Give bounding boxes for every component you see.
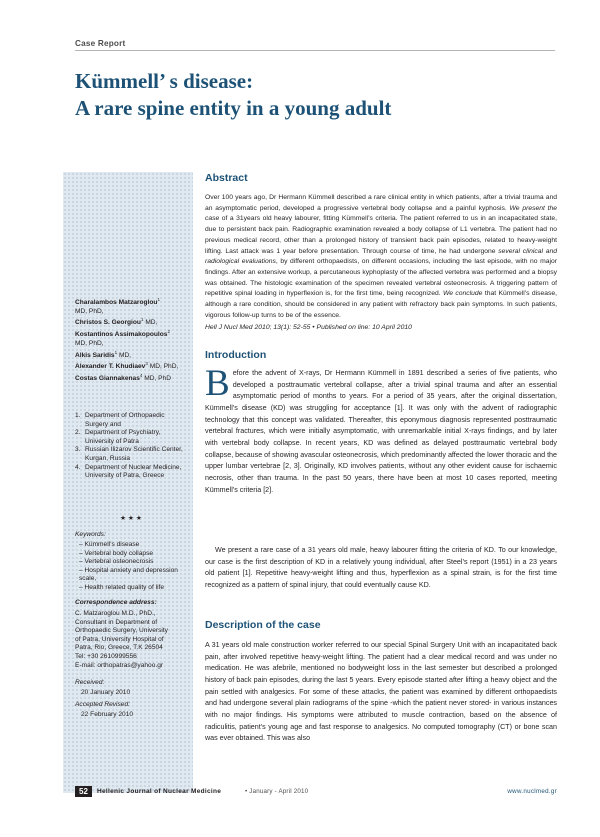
abstract-emphasis: several clinical and radiological evaluations (205, 247, 558, 266)
author-degree: MD, PhD, (75, 307, 104, 315)
sidebar-panel (63, 172, 193, 793)
drop-cap: B (205, 363, 230, 404)
abstract-text (205, 193, 557, 321)
author (75, 328, 189, 348)
article-title (75, 68, 555, 122)
introduction-paragraph-2: We present a rare case of a 31 years old male, heavy labourer fitting the criteria of KD. To our knowledge, our case is the first description of KD in a relatively young individual, after Steel’s report (1951) in a 23 years old patient [1]. Repetitive heavy-weight lifting and thus, hyperflexion as a spinal strain, is for the first time recognized as a pattern of spinal injury, that could eventually cause KD. (205, 546, 557, 589)
correspondence-line: of Patra, University Hospital of (75, 635, 164, 643)
author-affiliation-mark: 3 (145, 361, 148, 367)
affiliation-number: 4. (75, 463, 81, 471)
author (75, 296, 189, 316)
author (75, 316, 189, 328)
keyword-item: – Hospital anxiety and depression scale, (79, 566, 178, 583)
author-name: Costas Giannakenas (75, 375, 140, 383)
affiliation-text: Department of Psychiatry, University of Patra (85, 429, 161, 445)
footer-website: www.nuclmed.gr (507, 788, 557, 795)
affiliation-item (75, 464, 189, 481)
separator-stars: ★★★ (120, 515, 144, 522)
affiliation-item (75, 446, 189, 463)
affiliation-text: Department of Nuclear Medicine, University of Patra, Greece (85, 463, 182, 480)
author-name: Christos S. Georgiou (75, 319, 141, 327)
received-label: Received: (75, 679, 105, 686)
case-description-paragraph: A 31 years old male construction worker referred to our special Spinal Surgery Unit with an incapacitated back pain, after involved repetitive heavy-weight lifting. The patient had a clear medical record and was under no medication. He was afebrile, mentioned no bodyweight loss in the last semester but described a prolonged history of back pain episodes, during the last 5 years. Every episode started after lifting a heavy object and the pain settled with analgesics. For some of these attacks, the patient was examined by different orthopaedists and had undergone several plain radiograms of the spine -which the patient never stored- in various instances with no major findings. His symptoms were attributed to muscle contraction, based on the absence of radiculitis, patient’s young age and fast response to analgesics. No computed tomography (CT) or bone scan was ever obtained. This was also (205, 641, 557, 743)
abstract-segment: that Kümmell’s disease, although a rare condition, should be considered in any patient with refractory back pain symptoms. In such patients, vigorous follow-up turns to be of the essence. (205, 290, 558, 319)
keyword-item: – Vertebral osteonecrosis (79, 558, 154, 566)
abstract-heading: Abstract (205, 172, 248, 184)
affiliation-item (75, 412, 189, 429)
page-number: 52 (75, 786, 92, 797)
author-name: Alexander T. Khudiaev (75, 363, 146, 371)
author-degree: MD, PhD, (149, 363, 179, 371)
affiliation-text: Department of Orthopaedic Surgery and (85, 412, 165, 428)
affiliation-list (75, 412, 189, 481)
author-affiliation-mark: 1 (114, 349, 118, 355)
affiliation-text: Russian Ilizarov Scientific Center, Kurgan, Russia (85, 446, 183, 462)
keyword-item: – Vertebral body collapse (79, 549, 154, 557)
author-degree: MD, PhD, (75, 339, 104, 347)
affiliation-number: 2. (75, 429, 81, 437)
case-description-heading: Description of the case (205, 619, 321, 631)
section-label: Case Report (75, 39, 126, 48)
correspondence-line: Consultant in Department of (75, 618, 158, 626)
author (75, 372, 189, 384)
author (75, 360, 189, 372)
accepted-date: 22 February 2010 (81, 711, 134, 718)
citation-line: Hell J Nucl Med 2010; 13(1): 52-55 • Published on line: 10 April 2010 (205, 324, 412, 331)
abstract-segment: Over 100 years ago, Dr Hermann Kümmell described a rare clinical entity in which patients, after a trivial trauma and an asymptomatic period, developed a progressive vertebral body collapse and a painful kyphosis. (205, 194, 557, 212)
keywords-heading: Keywords: (75, 531, 106, 538)
title-line-2: A rare spine entity in a young adult (75, 96, 392, 120)
abstract-emphasis: We conclude (443, 290, 483, 298)
footer-journal-name: Hellenic Journal of Nuclear Medicine (97, 788, 222, 795)
correspondence-line: C. Matzaroglou M.D., PhD., (75, 610, 156, 617)
affiliation-number: 1. (75, 412, 81, 419)
correspondence-line: Patra, Rio, Greece, T.K 26504 (75, 644, 163, 652)
author-name: Kostantinos Assimakopoulos (75, 331, 168, 339)
abstract-emphasis: We present the case (205, 204, 558, 223)
author-affiliation-mark: 4 (139, 373, 143, 379)
introduction-paragraph-1-text: efore the advent of X-rays, Dr Hermann Kümmell in 1891 described a series of five patients, who developed a posttraumatic vertebral collapse, after a trivial spinal trauma and after an essential asymptomatic period of months to years. For a period of 35 years, after the original dissertation, Kümmell’s disease (KD) was struggling for acceptance [1]. It was only with the advent of radiographic technology that this concept was validated. Thereafter, this eponymous diagnosis represented posttraumatic vertebral fractures, which were initially asymptomatic, with unremarkable initial X-rays findings, and by later with vertebral body collapse. In recent years, KD was defined as delayed posttraumatic vertebral body collapse, because of showing avascular osteonecrosis, which predominantly affected the lower thoracic and the upper lumbar vertebrae [2, 3]. Originally, KD involves patients, without any other evident cause for ischaemic necrosis, other than trauma. In the past 50 years, there have been at most 10 cases reported, meeting Kümmell’s criteria [2]. (205, 369, 557, 494)
introduction-paragraph-1 (205, 363, 557, 496)
keyword-item: – Kümmell’s disease (79, 541, 140, 548)
author-degree: MD, PhD (144, 375, 171, 383)
author-degree: MD, (118, 351, 132, 359)
author-name: Charalambos Matzaroglou (75, 299, 158, 307)
abstract-segment: of a 31years old heavy labourer, fitting Kümmell’s criteria. The patient referred to us in an incapacitated state, due to persistent back pain. Radiographic examination revealed a body collapse of L1 vertebra. The patient had no previous medical record, other than a prolonged history of transient back pain episodes, related to heavy-weight lifting. Last attack was 1 year before presentation. Through course of time, he had undergone (205, 215, 557, 255)
affiliation-item (75, 429, 189, 446)
accepted-label: Accepted Revised: (75, 701, 130, 708)
title-line-1: Kümmell’ s disease: (75, 69, 254, 93)
abstract-segment: , by different orthopaedists, on different occasions, including the last episode, with no major findings. After an extensive workup, a percutaneous kyphoplasty of the affected vertebra was performed and a biopsy was obtained. The histologic examination of the specimen revealed vertebral osteonecrosis. A triggering pattern of repetitive spinal loading in hyperflexion is, for the first time, being recognized. (205, 258, 558, 298)
received-date: 20 January 2010 (81, 689, 131, 696)
keyword-item: – Health related quality of life (79, 583, 165, 591)
author-name: Alkis Saridis (75, 351, 115, 359)
correspondence-email: E-mail: orthopatras@yahoo.gr (75, 661, 164, 669)
header-rule (75, 50, 555, 51)
correspondence-line: Orthopaedic Surgery, University (75, 627, 168, 635)
correspondence-heading: Correspondence address: (75, 599, 157, 606)
author-affiliation-mark: 1 (157, 297, 160, 302)
correspondence-line: Tel: +30 2610999556 (75, 652, 137, 660)
author-affiliation-mark: 1 (140, 317, 144, 323)
keywords-list (75, 541, 189, 593)
author-list (75, 296, 189, 384)
author (75, 349, 189, 361)
footer-issue-date: • January - April 2010 (245, 788, 309, 795)
affiliation-number: 3. (75, 446, 81, 454)
correspondence-address (75, 610, 189, 670)
author-degree: MD, (145, 319, 158, 327)
author-affiliation-mark: 2 (167, 329, 170, 335)
introduction-heading: Introduction (205, 349, 267, 361)
